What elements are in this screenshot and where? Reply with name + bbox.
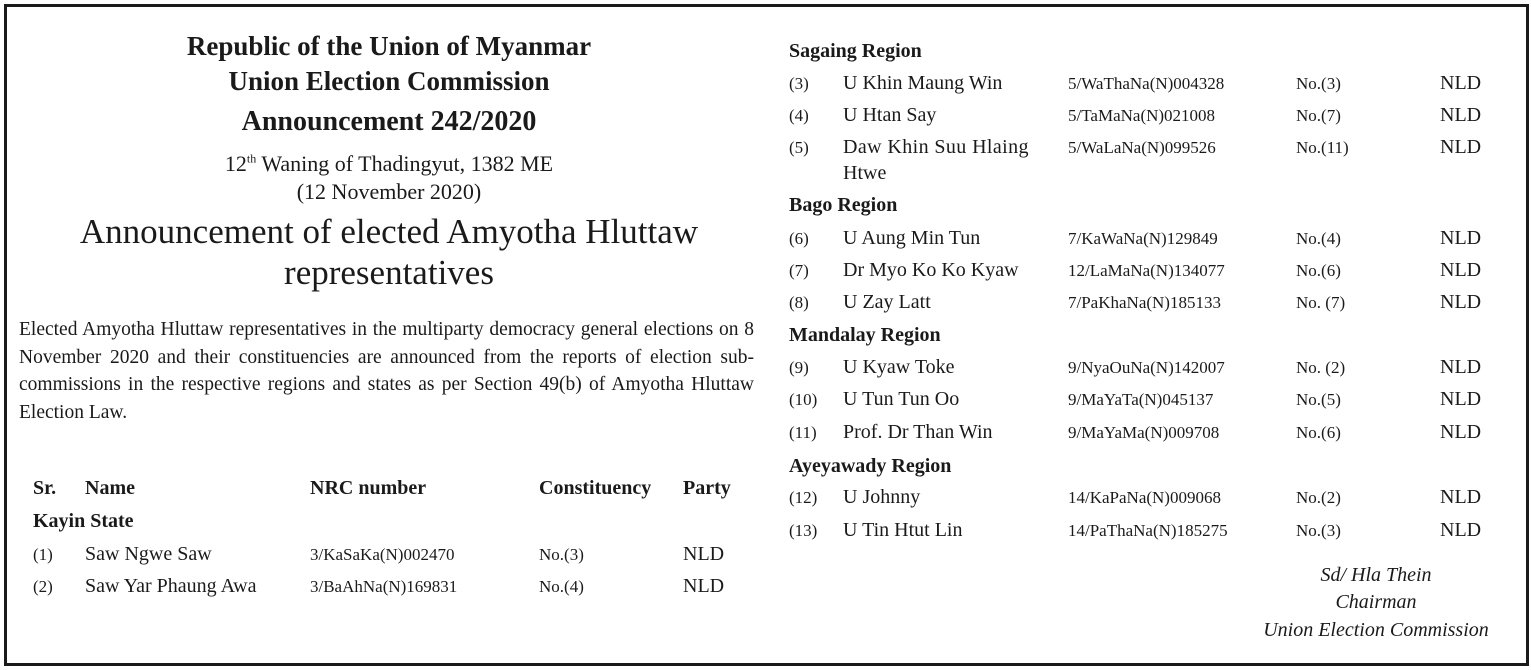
row-constituency: No. (7)	[1296, 293, 1346, 312]
row-sr: (12)	[789, 488, 818, 507]
row-nrc: 3/KaSaKa(N)002470	[310, 545, 455, 564]
row-constituency: No.(2)	[1296, 488, 1341, 507]
row-name: U Kyaw Toke	[843, 356, 955, 378]
row-party: NLD	[1440, 421, 1482, 443]
row-party: NLD	[1440, 136, 1482, 158]
row-party: NLD	[1440, 72, 1482, 94]
row-name: U Aung Min Tun	[843, 227, 981, 249]
region-heading: Mandalay Region	[789, 324, 941, 346]
row-name: Prof. Dr Than Win	[843, 421, 993, 443]
col-header-name: Name	[85, 477, 135, 499]
row-sr: (2)	[33, 577, 53, 596]
row-sr: (1)	[33, 545, 53, 564]
header-announcement-number: Announcement 242/2020	[241, 106, 537, 137]
signature-title: Chairman	[1335, 591, 1417, 613]
region-heading: Ayeyawady Region	[789, 455, 952, 477]
row-sr: (13)	[789, 521, 818, 540]
row-name: U Khin Maung Win	[843, 72, 1003, 94]
row-sr: (9)	[789, 358, 809, 377]
row-nrc: 9/MaYaTa(N)045137	[1068, 390, 1214, 409]
row-name: U Htan Say	[843, 104, 937, 126]
row-constituency: No.(4)	[539, 577, 584, 596]
date-rest: Waning of Thadingyut, 1382 ME	[256, 151, 554, 176]
row-party: NLD	[1440, 227, 1482, 249]
row-nrc: 5/WaThaNa(N)004328	[1068, 74, 1225, 93]
row-party: NLD	[1440, 291, 1482, 313]
header-gregorian-date: (12 November 2020)	[296, 179, 482, 204]
row-sr: (3)	[789, 74, 809, 93]
row-nrc: 9/MaYaMa(N)009708	[1068, 423, 1220, 442]
col-header-nrc: NRC number	[310, 477, 427, 499]
row-constituency: No. (2)	[1296, 358, 1346, 377]
row-name-continued: Htwe	[843, 162, 887, 184]
row-party: NLD	[683, 543, 725, 565]
row-party: NLD	[1440, 388, 1482, 410]
row-sr: (5)	[789, 138, 809, 157]
row-name: U Zay Latt	[843, 291, 931, 313]
row-nrc: 7/KaWaNa(N)129849	[1068, 229, 1218, 248]
row-name: Daw Khin Suu Hlaing	[843, 136, 1029, 158]
row-constituency: No.(4)	[1296, 229, 1341, 248]
row-sr: (7)	[789, 261, 809, 280]
row-nrc: 14/KaPaNa(N)009068	[1068, 488, 1221, 507]
row-nrc: 14/PaThaNa(N)185275	[1068, 521, 1228, 540]
date-day: 12	[224, 151, 247, 176]
row-sr: (11)	[789, 423, 817, 442]
signature-name: Sd/ Hla Thein	[1320, 564, 1432, 586]
row-name: Dr Myo Ko Ko Kyaw	[843, 259, 1019, 281]
row-constituency: No.(7)	[1296, 106, 1341, 125]
row-name: U Tun Tun Oo	[843, 388, 960, 410]
row-party: NLD	[1440, 259, 1482, 281]
title-line-2: representatives	[284, 253, 494, 292]
row-constituency: No.(6)	[1296, 423, 1341, 442]
row-name: U Tin Htut Lin	[843, 519, 963, 541]
header-republic: Republic of the Union of Myanmar	[186, 31, 592, 61]
signature-organization: Union Election Commission	[1263, 619, 1489, 641]
col-header-sr: Sr.	[33, 477, 57, 499]
row-constituency: No.(11)	[1296, 138, 1349, 157]
row-nrc: 3/BaAhNa(N)169831	[310, 577, 458, 596]
row-name: U Johnny	[843, 486, 921, 508]
row-constituency: No.(3)	[539, 545, 584, 564]
region-heading: Sagaing Region	[789, 40, 922, 62]
intro-paragraph: Elected Amyotha Hluttaw representatives in the multiparty democracy general elections on 8 November 2020 and their constituencies are announced from the reports of election sub-commissions in the respective regions and states as per Section 49(b) of Amyotha Hluttaw Election Law.	[19, 319, 754, 423]
row-party: NLD	[1440, 519, 1482, 541]
row-constituency: No.(3)	[1296, 74, 1341, 93]
region-heading: Kayin State	[33, 510, 134, 532]
col-header-constituency: Constituency	[539, 477, 652, 499]
row-constituency: No.(3)	[1296, 521, 1341, 540]
title-line-1: Announcement of elected Amyotha Hluttaw	[79, 212, 699, 251]
row-sr: (8)	[789, 293, 809, 312]
row-name: Saw Ngwe Saw	[85, 543, 212, 565]
row-sr: (4)	[789, 106, 809, 125]
date-suffix: th	[246, 151, 257, 166]
row-nrc: 7/PaKhaNa(N)185133	[1068, 293, 1221, 312]
row-nrc: 12/LaMaNa(N)134077	[1068, 261, 1225, 280]
row-constituency: No.(6)	[1296, 261, 1341, 280]
row-sr: (6)	[789, 229, 809, 248]
region-heading: Bago Region	[789, 194, 898, 216]
row-constituency: No.(5)	[1296, 390, 1341, 409]
row-nrc: 5/WaLaNa(N)099526	[1068, 138, 1216, 157]
row-sr: (10)	[789, 390, 818, 409]
row-party: NLD	[1440, 104, 1482, 126]
announcement-frame	[4, 4, 1529, 666]
header-commission: Union Election Commission	[228, 66, 550, 96]
row-nrc: 9/NyaOuNa(N)142007	[1068, 358, 1225, 377]
header-myanmar-date	[19, 150, 759, 178]
row-party: NLD	[683, 575, 725, 597]
row-name: Saw Yar Phaung Awa	[85, 575, 257, 597]
row-party: NLD	[1440, 486, 1482, 508]
col-header-party: Party	[683, 477, 731, 499]
row-nrc: 5/TaMaNa(N)021008	[1068, 106, 1216, 125]
row-party: NLD	[1440, 356, 1482, 378]
